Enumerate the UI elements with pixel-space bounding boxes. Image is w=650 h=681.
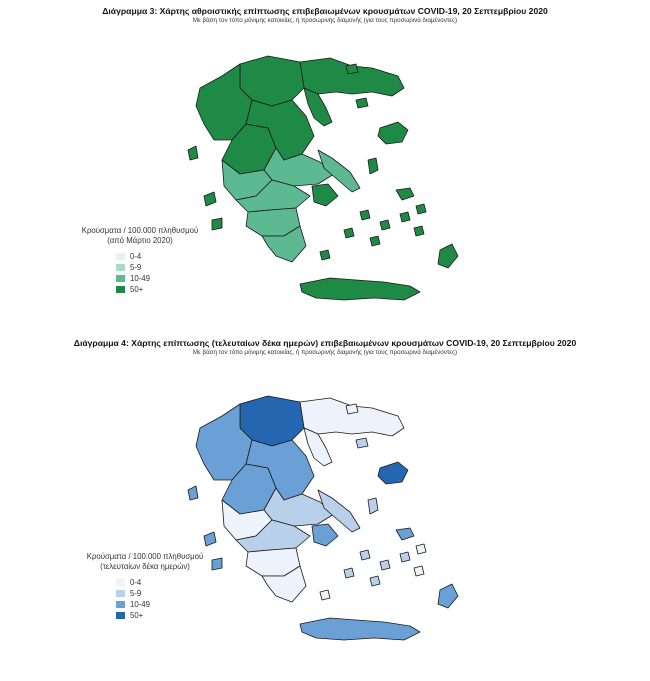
region-islands [346, 404, 358, 414]
region-cyclades [344, 228, 354, 238]
region-attica [312, 524, 338, 546]
region-islands [346, 64, 358, 74]
region-attica [312, 184, 338, 206]
map-title: Διάγραμμα 4: Χάρτης επίπτωσης (τελευταίων δέκα ημερών) επιβεβαιωμένων κρουσμάτων COVID-19, 20 Σεπτεμβρίου 2020 [73, 338, 577, 348]
legend-item: 50+ [116, 284, 210, 295]
region-islands [414, 226, 424, 236]
legend-swatch [116, 579, 125, 586]
region-cyclades [370, 236, 380, 246]
region-cyclades [400, 552, 410, 562]
legend-item: 5-9 [116, 262, 210, 273]
map-title: Διάγραμμα 3: Χάρτης αθροιστικής επίπτωσης επιβεβαιωμένων κρουσμάτων COVID-19, 20 Σεπτεμβρίου 2020 [102, 6, 548, 16]
map-legend [70, 552, 220, 621]
region-ionian [204, 532, 216, 546]
region-crete [300, 618, 420, 640]
region-cyclades [380, 560, 390, 570]
legend-swatch [116, 275, 125, 282]
region-ionian [188, 146, 198, 160]
region-north-east [300, 58, 404, 96]
region-cyclades [360, 210, 370, 220]
legend-swatch [116, 286, 125, 293]
region-chalkidiki [304, 428, 332, 466]
legend-title: Κρούσματα / 100.000 πληθυσμού (από Μάρτιο 2020) [81, 226, 199, 245]
legend-title: Κρούσματα / 100.000 πληθυσμού (τελευταίων δέκα ημερών) [86, 552, 204, 571]
region-cyclades [380, 220, 390, 230]
region-rhodes [438, 584, 458, 608]
region-thasos [356, 98, 368, 108]
map-subtitle: Με βάση τον τόπο μόνιμης κατοικίας, ή προσωρινής διαμονής (για τους προσωρινά διαμένοντες) [192, 17, 458, 24]
region-north-east [300, 398, 404, 436]
region-islands [416, 544, 426, 554]
legend-swatch [116, 253, 125, 260]
region-islands [416, 204, 426, 214]
legend-item: 0-4 [116, 577, 220, 588]
region-cyclades [344, 568, 354, 578]
legend-item: 10-49 [116, 599, 220, 610]
legend-item: 0-4 [116, 251, 210, 262]
region-cyclades [360, 550, 370, 560]
region-rhodes [438, 244, 458, 268]
legend-item: 50+ [116, 610, 220, 621]
map-legend [70, 226, 210, 295]
region-cyclades [400, 212, 410, 222]
cumulative-incidence-map-panel [0, 0, 650, 320]
region-islands [414, 566, 424, 576]
map-subtitle: Με βάση τον τόπο μόνιμης κατοικίας, ή προσωρινής διαμονής (για τους προσωρινά διαμένοντες) [192, 349, 458, 356]
legend-item: 10-49 [116, 273, 210, 284]
region-islands [320, 250, 330, 260]
region-samos [396, 188, 414, 200]
legend-swatch [116, 601, 125, 608]
greece-choropleth-map [0, 330, 650, 681]
region-chalkidiki [304, 88, 332, 126]
region-chios [368, 158, 378, 174]
region-thasos [356, 438, 368, 448]
region-cyclades [370, 576, 380, 586]
region-chios [368, 498, 378, 514]
ten-day-incidence-map-panel [0, 330, 650, 681]
region-crete [300, 278, 420, 300]
region-ionian [204, 192, 216, 206]
region-lesvos [378, 462, 408, 484]
legend-item: 5-9 [116, 588, 220, 599]
legend-swatch [116, 264, 125, 271]
region-islands [320, 590, 330, 600]
region-ionian [212, 218, 222, 230]
region-ionian [188, 486, 198, 500]
region-samos [396, 528, 414, 540]
legend-swatch [116, 612, 125, 619]
region-lesvos [378, 122, 408, 144]
legend-swatch [116, 590, 125, 597]
